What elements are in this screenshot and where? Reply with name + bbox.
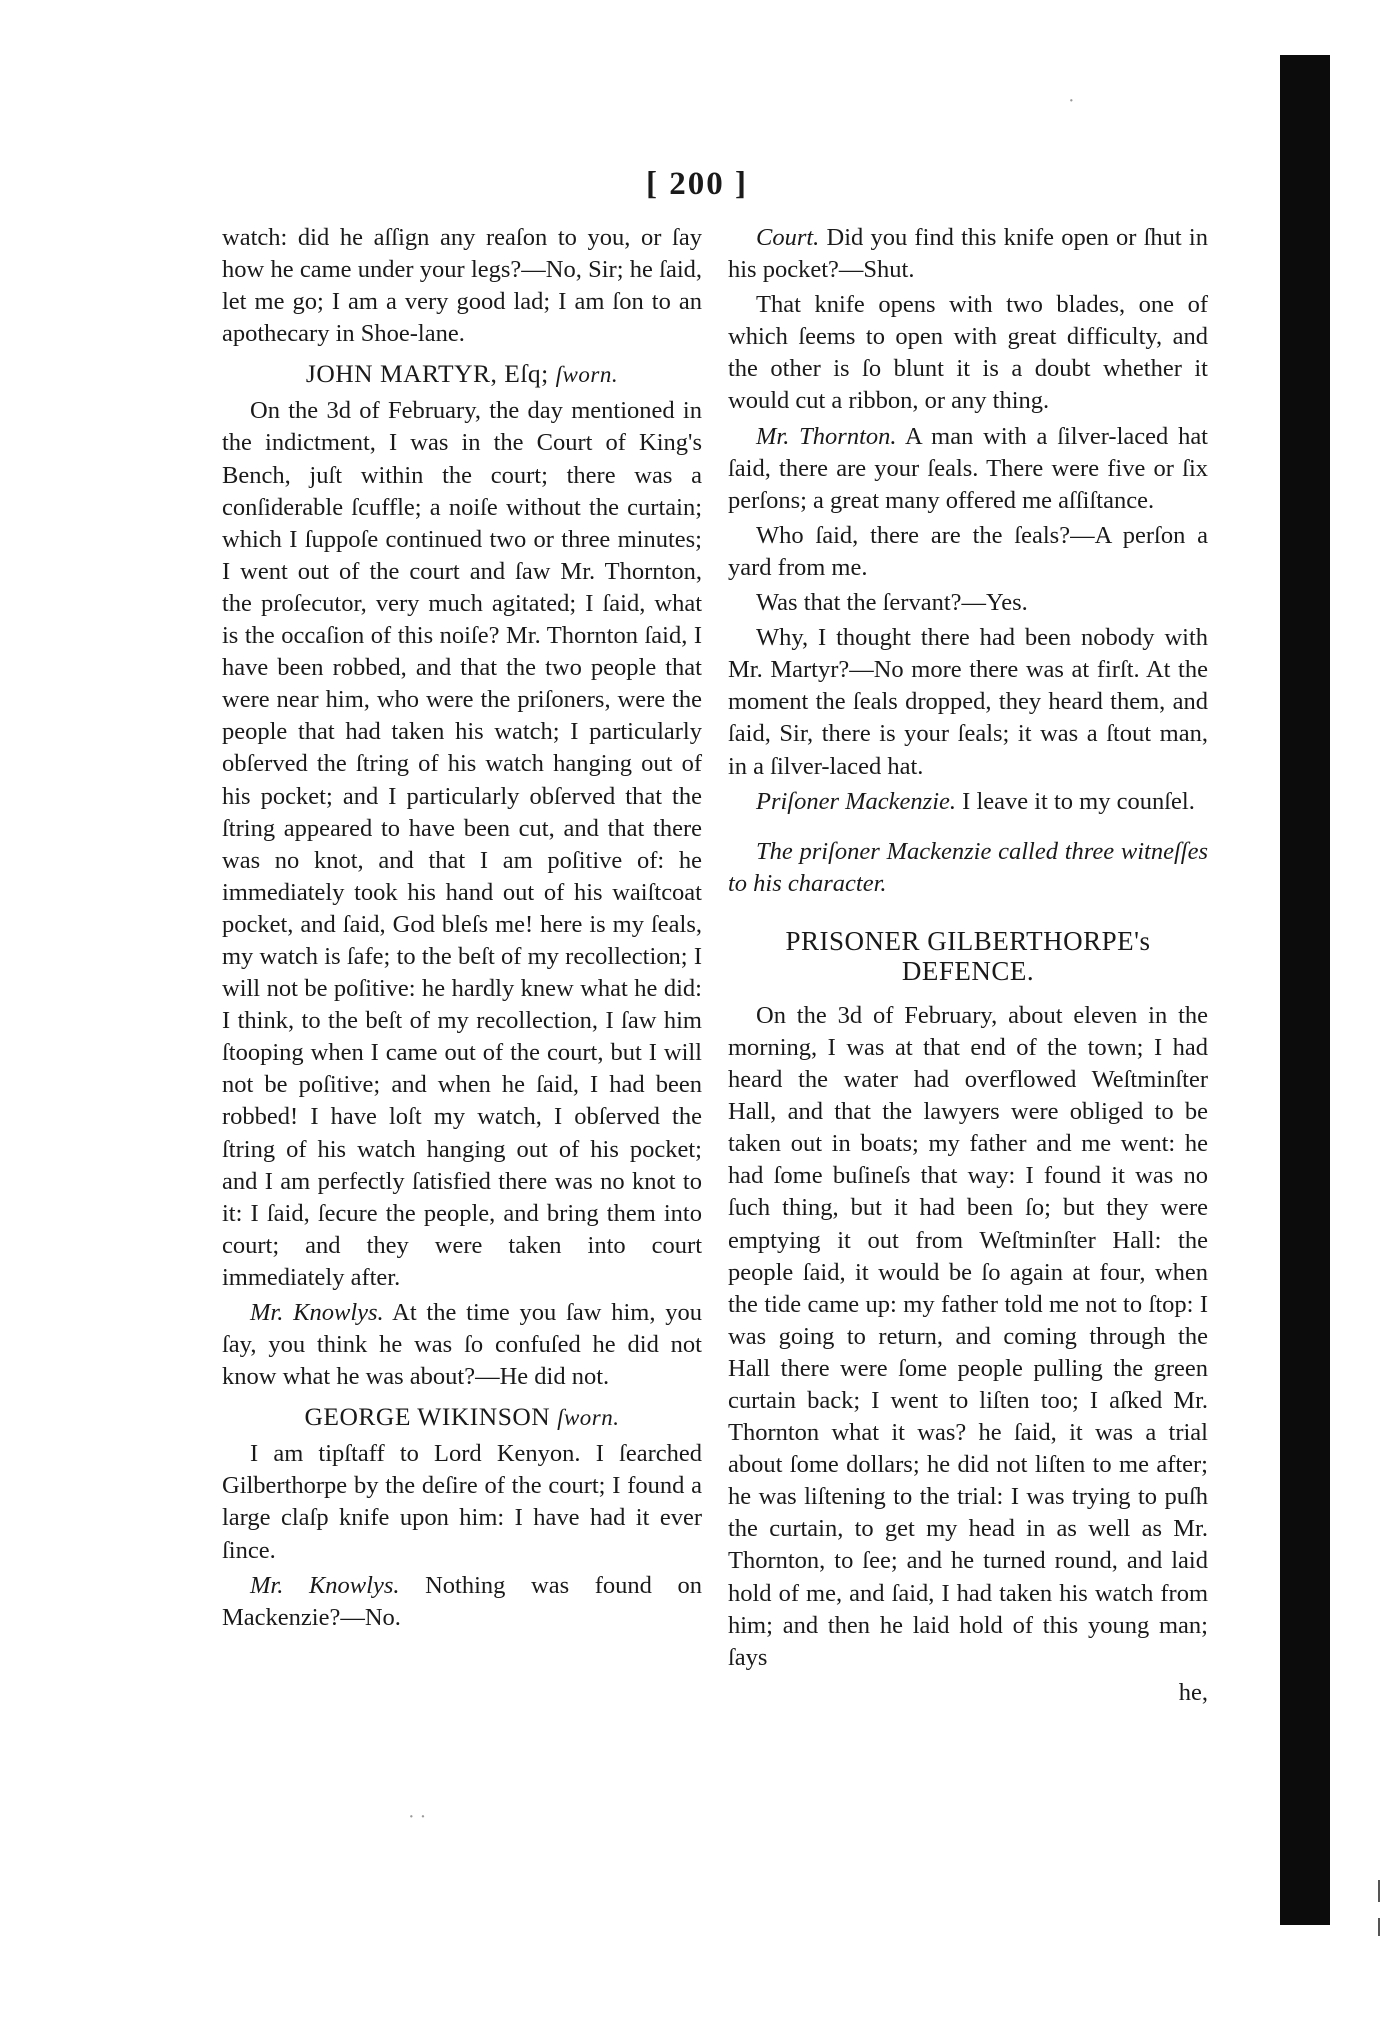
right-column <box>728 222 1208 1712</box>
paragraph: On the 3d of February, about eleven in the morning, I was at that end of the town; I had heard the water had overflowed Weſtminſter Hall, and that the lawyers were obliged to be taken out in boats; my father and me went: he had ſome buſineſs that way: I found it was no ſuch thing, but it had been ſo; but they were emptying it out from Weſtminſter Hall: the people ſaid, it would be ſo again at four, when the tide came up: my father told me not to ſtop: I was going to return, and coming through the Hall there were ſome people pulling the green curtain back; I went to liſten too; I aſked Mr. Thornton what it was? he ſaid, it was a trial about ſome dollars; he did not liſten to me after; he was liſtening to the trial: I was trying to puſh the curtain, to get my head in as well as Mr. Thornton, to ſee; and he turned round, and laid hold of me, and ſaid, I had taken his watch from him; and then he laid hold of this young man; ſays <box>728 1001 1208 1671</box>
witness-heading <box>222 358 702 391</box>
speaker-label: Mr. Thornton. <box>756 422 897 450</box>
paragraph: That knife opens with two blades, one of which ſeems to open with great difficulty, and the other is ſo blunt it is a doubt whether it would cut a ribbon, or any thing. <box>728 291 1208 415</box>
paragraph: Was that the ſervant?—Yes. <box>756 589 1028 617</box>
speaker-label: Priſoner Mackenzie. <box>756 787 957 815</box>
sworn-label: ſworn. <box>555 362 619 388</box>
paragraph: Who ſaid, there are the ſeals?—A perſon a yard from me. <box>728 521 1208 581</box>
paragraph <box>222 1297 702 1393</box>
catchword: he, <box>1178 1678 1208 1706</box>
ink-speck: · <box>1068 90 1075 112</box>
paragraph-text: Did you find this knife open or ſhut in his pocket?—Shut. <box>728 224 1208 284</box>
witness-heading <box>222 1401 702 1434</box>
witness-name: JOHN MARTYR, Eſq; <box>305 359 549 389</box>
paragraph: watch: did he aſſign any reaſon to you, or ſay how he came under your legs?—No, Sir; he ſaid, let me go; I am a very good lad; I am ſon to an apothecary in Shoe-lane. <box>222 224 702 348</box>
speaker-label: Mr. Knowlys. <box>250 1299 384 1326</box>
witness-note: The priſoner Mackenzie called three witneſſes to his character. <box>728 837 1208 897</box>
paragraph: I am tipſtaff to Lord Kenyon. I ſearched Gilberthorpe by the deſire of the court; I found a large claſp knife upon him: I have had it ever ſince. <box>222 1440 702 1564</box>
paragraph-text: I leave it to my counſel. <box>962 787 1195 815</box>
margin-mark <box>1378 1880 1380 1902</box>
sworn-label: ſworn. <box>557 1405 620 1431</box>
defence-heading: PRISONER GILBERTHORPE's DEFENCE. <box>785 925 1151 986</box>
witness-name: GEORGE WIKINSON <box>304 1402 551 1432</box>
left-column <box>222 222 702 1637</box>
paragraph <box>728 222 1208 286</box>
page-number-header: [ 200 ] <box>646 166 748 202</box>
binding-edge-shadow <box>1280 55 1330 1925</box>
paragraph-text: A man with a ſilver-laced hat ſaid, there are your ſeals. There were five or ſix perſons; a great many offered me aſſiſtance. <box>728 422 1208 514</box>
paragraph-text: Nothing was found on Mackenzie?—No. <box>222 1571 702 1631</box>
speaker-label: Court. <box>756 224 820 251</box>
margin-mark <box>1378 1918 1380 1936</box>
ink-speck: · · <box>408 1806 427 1828</box>
paragraph <box>728 786 1208 818</box>
speaker-label: Mr. Knowlys. <box>250 1571 400 1599</box>
paragraph <box>222 1570 702 1634</box>
paragraph <box>728 421 1208 517</box>
paragraph: On the 3d of February, the day mentioned in the indictment, I was in the Court of King's Bench, juſt within the court; there was a conſiderable ſcuffle; a noiſe without the curtain; which I ſuppoſe continued two or three minutes; I went out of the court and ſaw Mr. Thornton, the proſecutor, very much agitated; I ſaid, what is the occaſion of this noiſe? Mr. Thornton ſaid, I have been robbed, and that the two people that were near him, who were the priſoners, were the people that had taken his watch; I particularly obſerved the ſtring of his watch hanging out of his pocket; and I particularly obſerved that the ſtring appeared to have been cut, and that there was no knot, and that I am poſitive of: he immediately took his hand out of his waiſtcoat pocket, and ſaid, God bleſs me! here is my ſeals, my watch is ſafe; to the beſt of my recollection; I will not be poſitive: he hardly knew what he did: I think, to the beſt of my recollection, I ſaw him ſtooping when I came out of the court, but I will not be poſitive; and when he ſaid, I had been robbed! I have loſt my watch, I obſerved the ſtring of his watch hanging out of his pocket; and I am perfectly ſatisfied there was no knot to it: I ſaid, ſecure the people, and bring them into court; and they were taken into court immediately after. <box>222 397 702 1291</box>
paragraph-text: At the time you ſaw him, you ſay, you think he was ſo confuſed he did not know what he was about?—He did not. <box>222 1299 702 1391</box>
paragraph: Why, I thought there had been nobody with Mr. Martyr?—No more there was at firſt. At the moment the ſeals dropped, they heard them, and ſaid, Sir, there is your ſeals; it was a ſtout man, in a ſilver-laced hat. <box>728 624 1208 780</box>
